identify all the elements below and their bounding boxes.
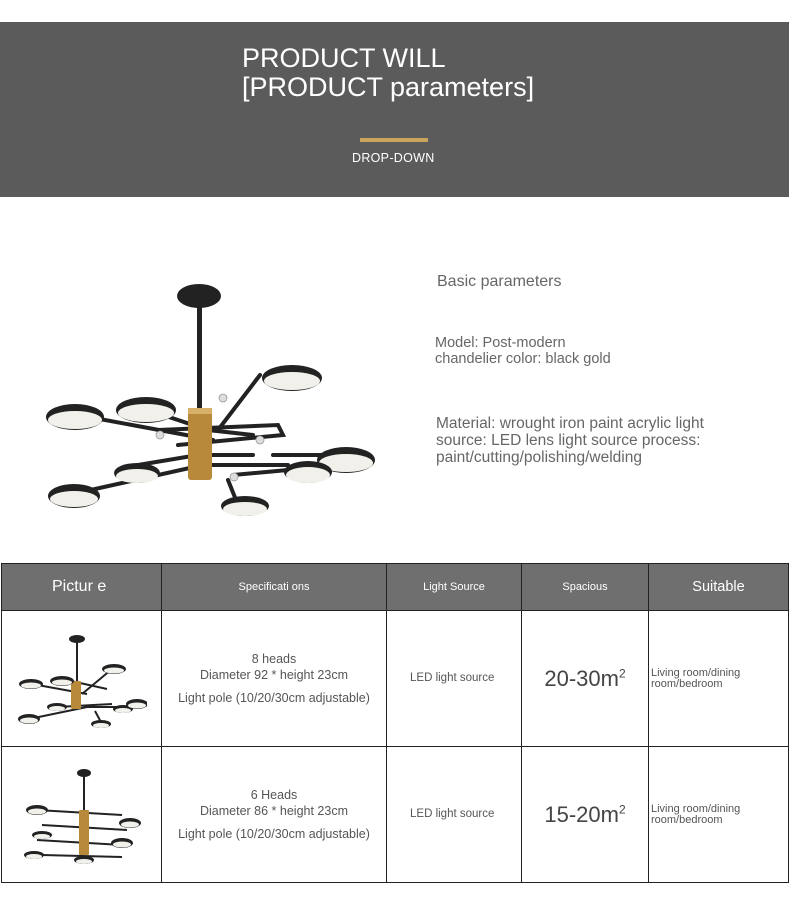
chandelier-8-heads-image xyxy=(17,629,147,729)
area-unit-sup: 2 xyxy=(618,802,626,817)
basic-parameters-heading: Basic parameters xyxy=(437,273,562,290)
heads-count: 6 Heads xyxy=(250,787,298,802)
header-specifications: Specificati ons xyxy=(162,564,387,611)
header-suitable: Suitable xyxy=(649,564,789,611)
header-spacious: Spacious xyxy=(522,564,649,611)
table-row xyxy=(2,747,789,883)
suitable-cell: Living room/dining room/bedroom xyxy=(649,611,789,747)
banner-title: PRODUCT WILL [PRODUCT parameters] xyxy=(242,43,535,102)
pole-length: Light pole (10/20/30cm adjustable) xyxy=(178,690,370,705)
area-unit-sup: 2 xyxy=(618,666,626,681)
spec-table xyxy=(1,563,789,883)
picture-cell xyxy=(2,611,162,747)
light-source-cell: LED light source xyxy=(387,611,522,747)
table-header-row xyxy=(2,564,789,611)
banner-subtitle: DROP-DOWN xyxy=(352,151,435,165)
specifications-cell xyxy=(162,747,387,883)
dimensions: Diameter 86 * height 23cm xyxy=(200,803,348,818)
area-cell xyxy=(522,611,649,747)
material-text: Material: wrought iron paint acrylic light source: LED lens light source process: paint/cutting/polishing/welding xyxy=(436,415,704,466)
header-picture: Pictur e xyxy=(2,564,162,611)
banner-accent-line xyxy=(360,138,428,142)
heads-count: 8 heads xyxy=(251,651,297,666)
picture-cell xyxy=(2,747,162,883)
area-cell xyxy=(522,747,649,883)
dimensions: Diameter 92 * height 23cm xyxy=(200,667,348,682)
model-text: Model: Post-modern chandelier color: black gold xyxy=(435,335,611,367)
area-value: 15-20m xyxy=(544,801,619,827)
area-value: 20-30m xyxy=(544,665,619,691)
suitable-cell: Living room/dining room/bedroom xyxy=(649,747,789,883)
table-row xyxy=(2,611,789,747)
chandelier-6-heads-image xyxy=(22,765,142,865)
chandelier-image xyxy=(38,280,388,525)
header-light-source: Light Source xyxy=(387,564,522,611)
specifications-cell xyxy=(162,611,387,747)
header-banner xyxy=(0,22,789,197)
pole-length: Light pole (10/20/30cm adjustable) xyxy=(178,826,370,841)
light-source-cell: LED light source xyxy=(387,747,522,883)
